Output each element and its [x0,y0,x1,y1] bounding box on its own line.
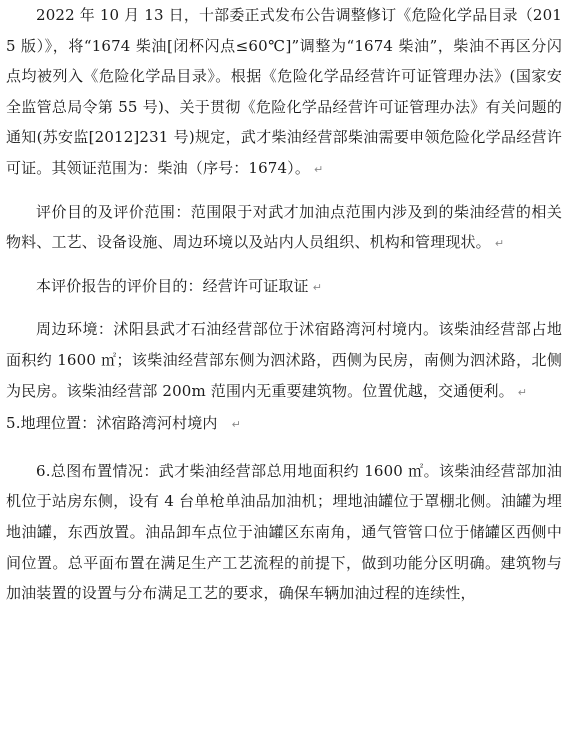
paragraph-mark-icon: ↵ [313,162,324,176]
paragraph-text: 2022 年 10 月 13 日，十部委正式发布公告调整修订《危险化学品目录（2015 版）》，将“1674 柴油[闭杯闪点≤60℃]”调整为“1674 柴油”，柴油不再区分闪点均被列入《危险化学品目录》。根据《危险化学品经营许可证管理办法》(国家安全监管总局令第 55 号)、关于贯彻《危险化学品经营许可证管理办法》有关问题的通知(苏安监[2012]231 号)规定，武才柴油经营部柴油需要申领危险化学品经营许可证。其领证范围为：柴油（序号：1674）。 [6,6,562,177]
paragraph-mark-icon: ↵ [231,418,241,432]
paragraph-text: 评价目的及评价范围：范围限于对武才加油点范围内涉及到的柴油经营的相关物料、工艺、设备设施、周边环境以及站内人员组织、机构和管理现状。 [6,202,562,252]
paragraph-text: 本评价报告的评价目的：经营许可证取证 [36,276,309,295]
paragraph-surroundings [6,314,562,408]
paragraph-text: 5.地理位置：沭宿路湾河村境内 [6,414,218,433]
paragraph-regulation-background [6,0,562,186]
paragraph-mark-icon: ↵ [312,280,323,294]
paragraph-location [6,408,562,441]
paragraph-evaluation-scope [6,197,562,260]
paragraph-site-layout [6,456,562,609]
paragraph-mark-icon: ↵ [517,385,528,399]
paragraph-text: 6.总图布置情况：武才柴油经营部总用地面积约 1600 ㎡。该柴油经营部加油机位于站房东侧，设有 4 台单枪单油品加油机；埋地油罐位于罩棚北侧。油罐为埋地油罐，东西放置。油品卸车点位于油罐区东南角，通气管管口位于储罐区西侧中间位置。总平面布置在满足生产工艺流程的前提下，做到功能分区明确。建筑物与加油装置的设置与分布满足工艺的要求，确保车辆加油过程的连续性， [6,461,562,603]
paragraph-evaluation-purpose [6,271,562,304]
paragraph-mark-icon: ↵ [494,237,505,251]
paragraph-text: 周边环境：沭阳县武才石油经营部位于沭宿路湾河村境内。该柴油经营部占地面积约 1600 ㎡；该柴油经营部东侧为泗沭路，西侧为民房，南侧为泗沭路，北侧为民房。该柴油经营部 200m 范围内无重要建筑物。位置优越，交通便利。 [6,320,562,400]
